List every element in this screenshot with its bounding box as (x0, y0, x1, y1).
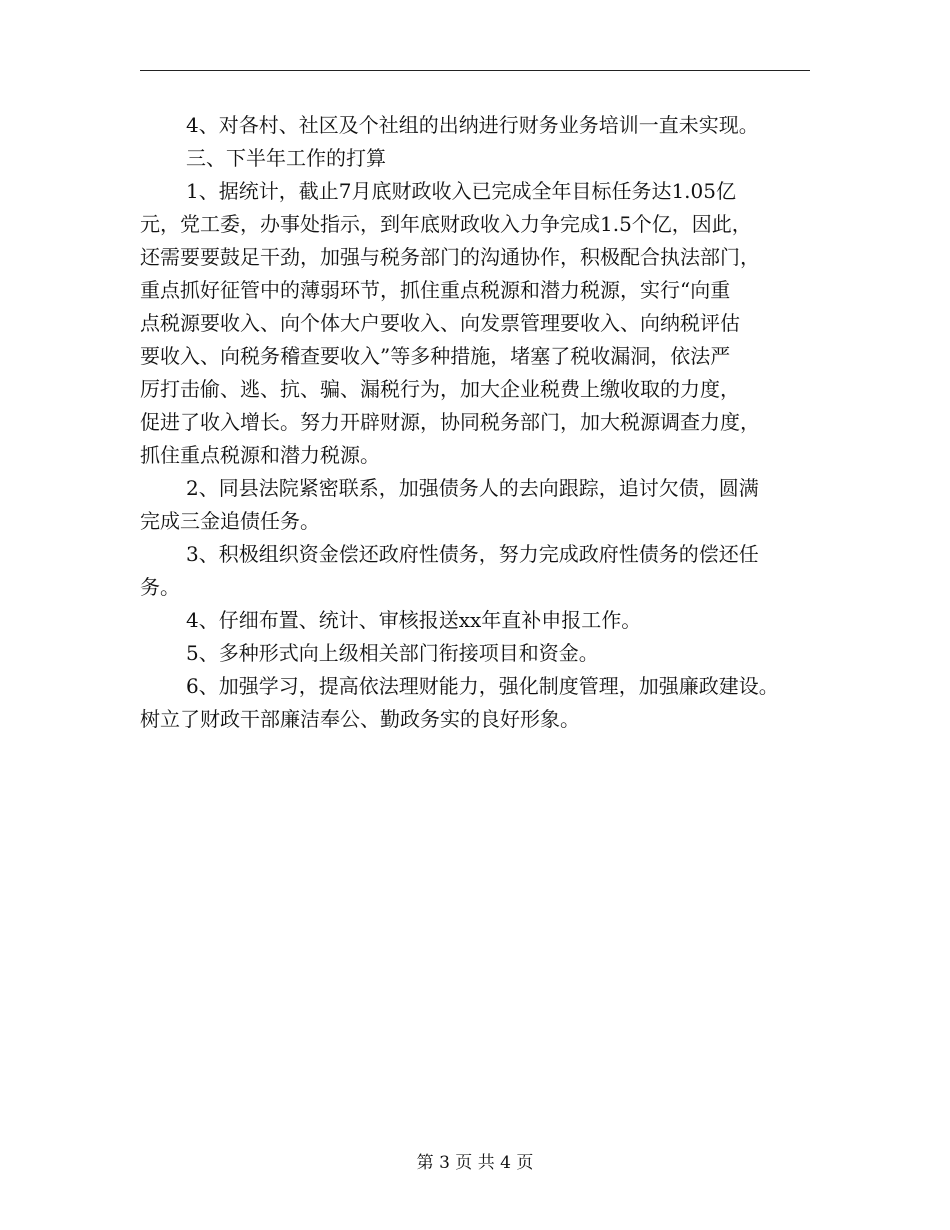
text-line: 6、加强学习，提高依法理财能力，强化制度管理，加强廉政建设。 (186, 674, 779, 698)
text-line: 厉打击偷、逃、抗、骗、漏税行为，加大企业税费上缴收取的力度， (140, 377, 740, 401)
text-line: 促进了收入增长。努力开辟财源，协同税务部门，加大税源调查力度， (140, 410, 760, 434)
page-number-footer: 第 3 页 共 4 页 (416, 1153, 534, 1173)
text-line: 要收入、向税务稽查要收入”等多种措施，堵塞了税收漏洞，依法严 (140, 344, 731, 368)
header-rule (140, 70, 810, 71)
text-line: 2、同县法院紧密联系，加强债务人的去向跟踪，追讨欠债，圆满 (186, 476, 759, 500)
section-heading: 三、下半年工作的打算 (186, 146, 386, 170)
text-line: 务。 (140, 575, 180, 599)
text-line: 3、积极组织资金偿还政府性债务，努力完成政府性债务的偿还任 (186, 542, 759, 566)
text-line: 抓住重点税源和潜力税源。 (140, 443, 380, 467)
text-line: 点税源要收入、向个体大户要收入、向发票管理要收入、向纳税评估 (140, 311, 740, 335)
text-line: 完成三金追债任务。 (140, 509, 320, 533)
text-line: 4、对各村、社区及个社组的出纳进行财务业务培训一直未实现。 (186, 113, 759, 137)
text-line: 1、据统计，截止7月底财政收入已完成全年目标任务达1.05亿 (186, 179, 736, 203)
text-line: 元，党工委，办事处指示，到年底财政收入力争完成1.5个亿，因此， (140, 212, 752, 236)
text-line: 还需要要鼓足干劲，加强与税务部门的沟通协作，积极配合执法部门， (140, 245, 760, 269)
text-line: 重点抓好征管中的薄弱环节，抓住重点税源和潜力税源，实行“向重 (140, 278, 731, 302)
text-line: 4、仔细布置、统计、审核报送xx年直补申报工作。 (186, 608, 642, 632)
text-line: 5、多种形式向上级相关部门衔接项目和资金。 (186, 641, 599, 665)
text-line: 树立了财政干部廉洁奉公、勤政务实的良好形象。 (140, 707, 580, 731)
